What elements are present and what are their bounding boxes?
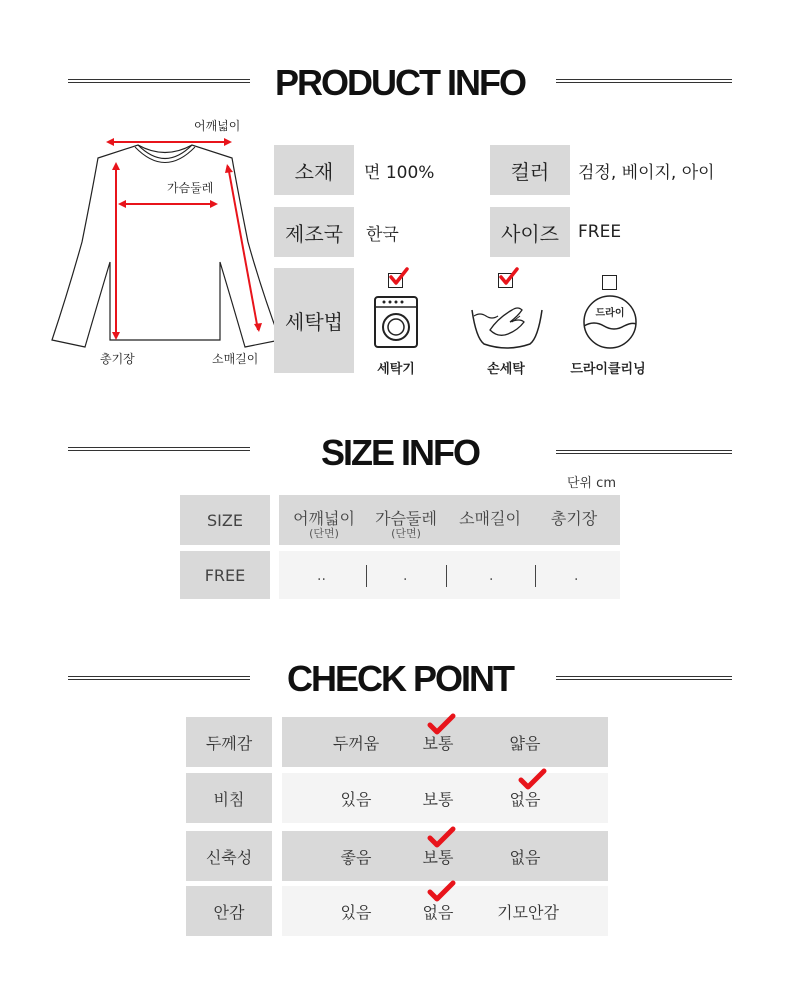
size-header-cell: SIZE [180,495,270,545]
size-label: 사이즈 [490,207,570,257]
header-chest: 가슴둘레 (단면) [375,509,437,540]
washing-machine-icon [372,294,420,350]
option[interactable]: 있음 [340,789,372,809]
option[interactable]: 얇음 [509,733,541,753]
hand-wash-icon [468,296,546,352]
option[interactable]: 두꺼움 [332,733,380,753]
header-total-length: 총기장 [550,509,598,528]
size-value-shoulder: .. [317,568,326,584]
color-value: 검정, 베이지, 아이 [578,162,715,183]
option-selected[interactable]: 없음 [509,789,541,809]
dry-clean-icon [578,292,642,352]
check-icon [388,266,410,288]
size-info-title: SIZE INFO [320,432,479,473]
material-value: 면 100% [364,162,435,183]
dry-clean-checkbox[interactable] [602,275,617,290]
garment-measure-diagram [50,112,280,372]
option[interactable]: 보통 [422,789,454,809]
sweater-outline [52,145,280,347]
header-sleeve: 소매길이 [459,509,521,528]
check-icon [426,880,456,902]
check-point-title: CHECK POINT [286,658,513,699]
thickness-label: 두께감 [186,717,272,767]
option-selected[interactable]: 보통 [422,847,454,867]
chest-label: 가슴둘레 [167,181,214,195]
hand-wash-label: 손세탁 [487,362,525,377]
option[interactable]: 기모안감 [497,902,559,922]
option[interactable]: 좋음 [340,847,372,867]
origin-value: 한국 [366,224,399,245]
size-value-total-length: . [574,568,579,584]
color-label: 컬러 [490,145,570,195]
value-divider [535,565,536,587]
option[interactable]: 있음 [340,902,372,922]
product-info-title: PRODUCT INFO [275,62,525,103]
check-icon [498,266,520,288]
dry-clean-badge: 드라이 [595,308,625,319]
size-value-sleeve: . [489,568,494,584]
material-label: 소재 [274,145,354,195]
value-divider [446,565,447,587]
option-selected[interactable]: 보통 [422,733,454,753]
size-row-label: FREE [180,551,270,599]
total-length-label: 총기장 [100,352,135,366]
option[interactable]: 없음 [509,847,541,867]
size-value-chest: . [403,568,408,584]
size-row-values [279,551,620,599]
lining-label: 안감 [186,886,272,936]
dry-clean-label: 드라이클리닝 [570,362,646,377]
wash-method-label: 세탁법 [274,268,354,373]
check-icon [426,826,456,848]
size-value: FREE [578,222,622,242]
unit-label: 단위 cm [566,476,616,491]
origin-label: 제조국 [274,207,354,257]
elasticity-label: 신축성 [186,831,272,881]
check-icon [426,713,456,735]
value-divider [366,565,367,587]
option-selected[interactable]: 없음 [422,902,454,922]
wash-machine-label: 세탁기 [377,362,415,377]
see-through-label: 비침 [186,773,272,823]
header-shoulder: 어깨넓이 (단면) [293,509,355,540]
see-through-options [282,773,608,823]
sleeve-label: 소매길이 [212,352,259,366]
shoulder-label: 어깨넓이 [194,119,241,133]
check-icon [517,768,547,790]
